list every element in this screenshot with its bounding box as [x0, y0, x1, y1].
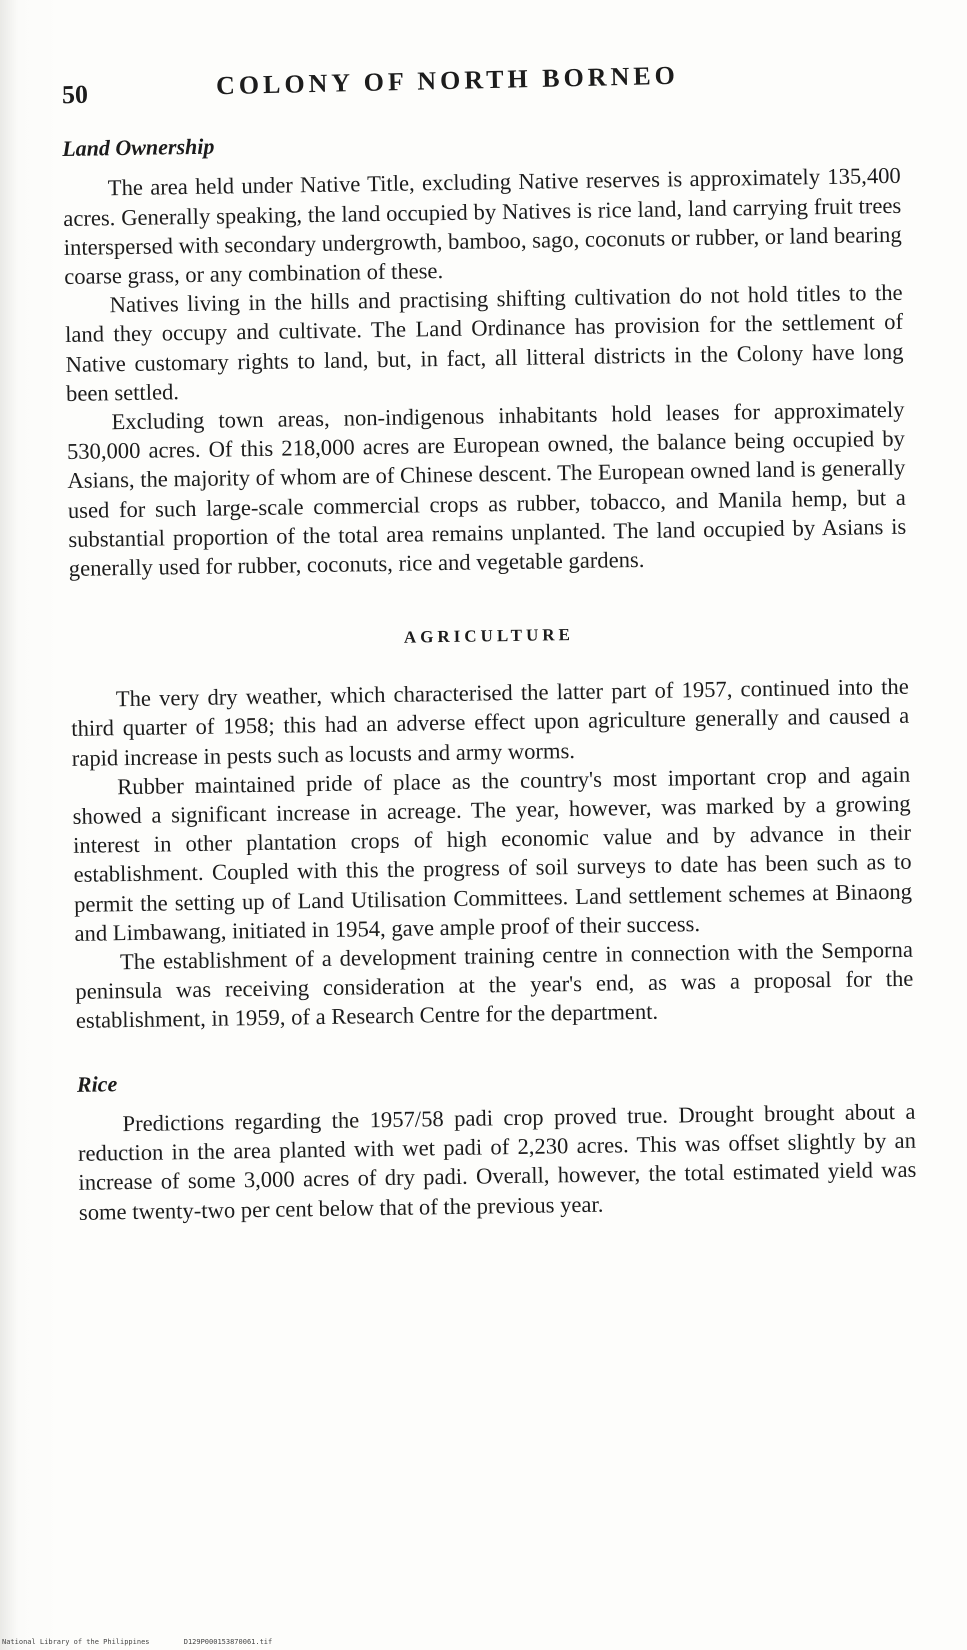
land-ownership-paragraph: Excluding town areas, non-indigenous inhabitants hold leases for approximately 530,000 acres. Of this 218,000 acres are European owned, the balance being occupied by Asians, the majority of whom are of Chinese descent. The European owned land is generally used for such large-scale commercial crops as rubber, tobacco, and Manila hemp, but a substantial proportion of the total area remains unplanted. The land occupied by Asians is generally used for rubber, coconuts, rice and vegetable gardens. [66, 396, 907, 581]
section-rice [77, 1058, 917, 1226]
footer-file: D129P000153870061.tif [183, 1638, 273, 1646]
agriculture-paragraph: Rubber maintained pride of place as the country's most important crop and again showed a significant increase in acreage. The year, however, was marked by a growing interest in other plantation crops of high economic value and by advance in their establishment. Coupled with this the progress of soil surveys to date has been such as to permit the setting up of Land Utilisation Committees. Land settlement schemes at Binaong and Limbawang, initiated in 1954, gave ample proof of their success. [72, 761, 913, 946]
section-agriculture [70, 620, 914, 1036]
agriculture-paragraph: The establishment of a development training centre in connection with the Semporna peninsula was receiving consideration at the year's end, as was a proposal for the establishment, in 1959, of a Research Centre for the department. [75, 936, 914, 1034]
rice-heading: Rice [76, 1070, 118, 1097]
agriculture-paragraph: The very dry weather, which characterised the latter part of 1957, continued into the third quarter of 1958; this had an adverse effect upon agriculture generally and caused a rapid increase in pests such as locusts and army worms. [71, 674, 910, 771]
page-body [62, 123, 917, 1227]
footer-library: National Library of the Philippines [2, 1638, 150, 1646]
land-ownership-paragraph: Natives living in the hills and practising shifting cultivation do not hold titles to the land they occupy and cultivate. The Land Ordinance has provision for the settlement of Native customary rights to land, but, in fact, all litteral districts in the Colony have long been settled. [64, 280, 904, 406]
rice-paragraph: Predictions regarding the 1957/58 padi crop proved true. Drought brought about a reduction in the area planted with wet padi of 2,230 acres. This was offset slightly by an increase of some 3,000 acres of dry padi. Overall, however, the total estimated yield was some twenty-two per cent below that of the previous year. [77, 1098, 917, 1225]
running-head: COLONY OF NORTH BORNEO [215, 60, 680, 101]
agriculture-heading: AGRICULTURE [403, 625, 575, 647]
section-land-ownership [62, 123, 907, 583]
land-ownership-heading: Land Ownership [62, 133, 215, 161]
page-header [61, 60, 862, 114]
page-number: 50 [61, 79, 89, 110]
scan-footer [2, 1638, 302, 1646]
land-ownership-paragraph: The area held under Native Title, excluding Native reserves is approximately 135,400 acres. Generally speaking, the land occupied by Natives is rice land, land carrying fruit trees interspersed with secondary undergrowth, bamboo, sago, coconuts or rubber, or land bearing coarse grass, or any combination of these. [63, 163, 902, 289]
